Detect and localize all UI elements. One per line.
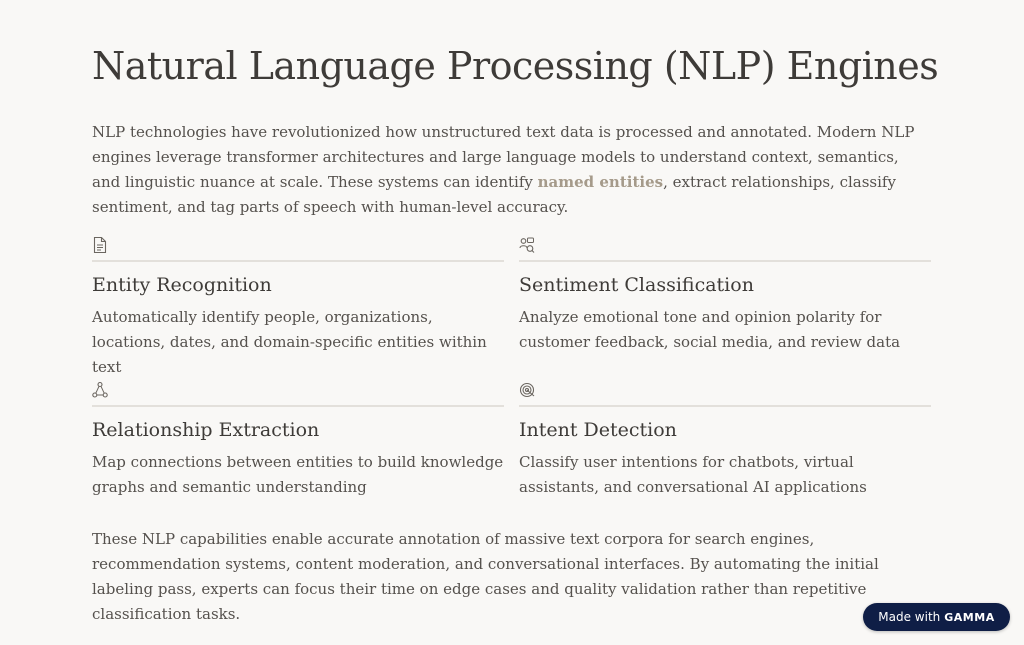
- card-description: Analyze emotional tone and opinion polarity for customer feedback, social media, and review data: [519, 308, 901, 351]
- card-divider: [519, 405, 931, 407]
- intro-paragraph: [92, 120, 922, 220]
- card-divider: [92, 405, 504, 407]
- intro-text-before: NLP technologies have revolutionized how unstructured text data is processed and annotated. Modern NLP engines leverage transformer architectures and large language models to understand context, semantics, and linguistic nuance at scale. These systems can identify: [92, 123, 915, 191]
- card-entity-recognition: [92, 236, 504, 380]
- people-chat-icon: [519, 236, 535, 254]
- card-title: Relationship Extraction: [92, 419, 320, 441]
- gamma-logo: GAMMA: [944, 610, 995, 624]
- card-title: Entity Recognition: [92, 274, 272, 296]
- network-icon: [92, 381, 108, 399]
- card-sentiment-classification: [519, 236, 931, 355]
- intro-text-after: , extract relationships, classify sentiment, and tag parts of speech with human-level accuracy.: [92, 173, 896, 216]
- badge-prefix: Made with: [878, 610, 941, 624]
- card-divider: [519, 260, 931, 262]
- card-divider: [92, 260, 504, 262]
- target-icon: [519, 381, 535, 399]
- made-with-gamma-badge[interactable]: [863, 603, 1010, 631]
- card-description: Map connections between entities to build knowledge graphs and semantic understanding: [92, 453, 504, 496]
- outro-paragraph: These NLP capabilities enable accurate annotation of massive text corpora for search engines, recommendation systems, content moderation, and conversational interfaces. By automating the initial labeling pass, experts can focus their time on edge cases and quality validation rather than repetitive classification tasks.: [92, 530, 879, 623]
- card-relationship-extraction: [92, 381, 504, 500]
- document-icon: [92, 236, 108, 254]
- card-title: Intent Detection: [519, 419, 677, 441]
- card-description: Automatically identify people, organizations, locations, dates, and domain-specific entities within text: [92, 308, 487, 376]
- card-intent-detection: [519, 381, 931, 500]
- highlight-named-entities: named entities: [537, 173, 664, 191]
- card-description: Classify user intentions for chatbots, virtual assistants, and conversational AI applications: [519, 453, 867, 496]
- card-title: Sentiment Classification: [519, 274, 754, 296]
- page-title: Natural Language Processing (NLP) Engines: [92, 44, 939, 88]
